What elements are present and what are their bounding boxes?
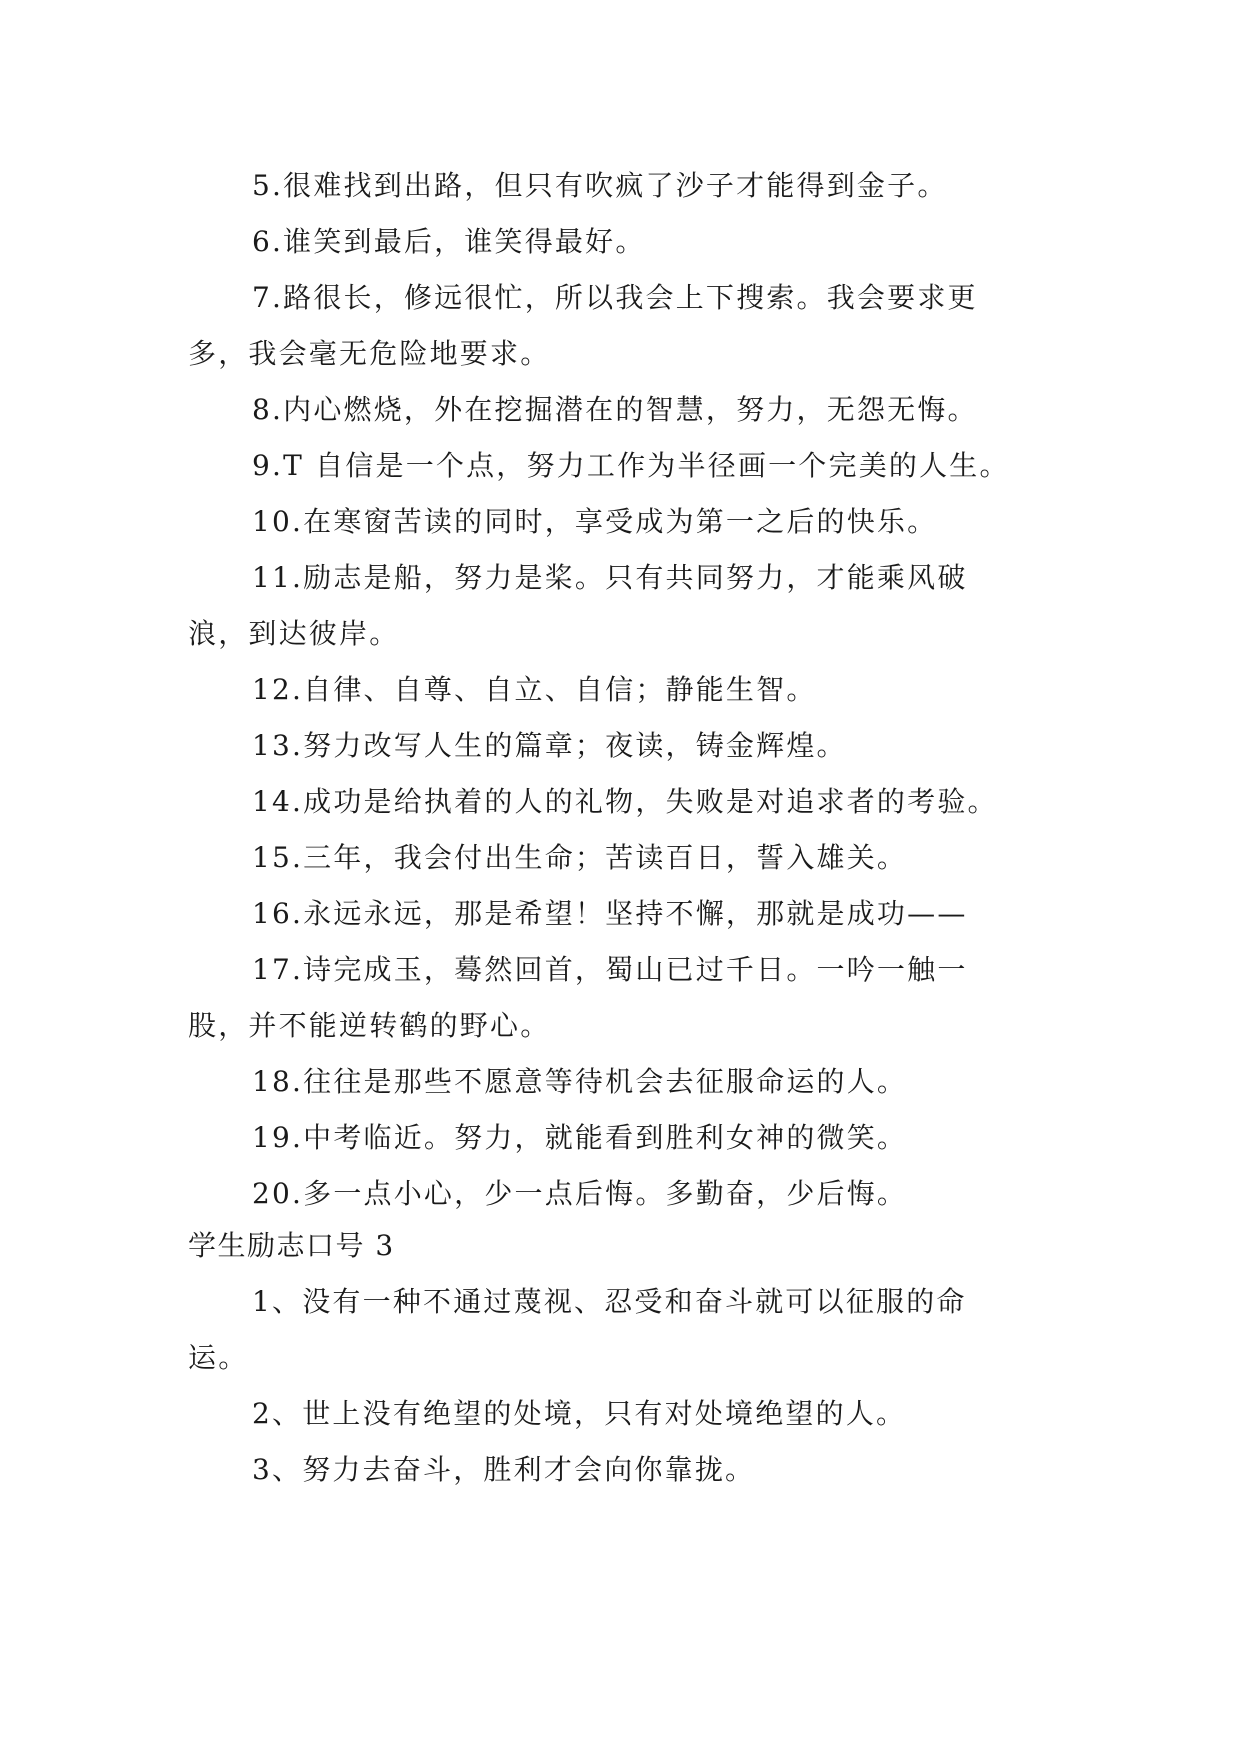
text-line: 12.自律、自尊、自立、自信；静能生智。	[252, 673, 817, 706]
text-line: 浪，到达彼岸。	[188, 617, 400, 650]
text-line: 17.诗完成玉，蓦然回首，蜀山已过千日。一吟一触一	[252, 953, 968, 986]
text-line: 16.永远永远，那是希望！坚持不懈，那就是成功——	[252, 897, 968, 930]
text-line: 20.多一点小心，少一点后悔。多勤奋，少后悔。	[252, 1177, 908, 1210]
text-line: 2、世上没有绝望的处境，只有对处境绝望的人。	[252, 1397, 907, 1430]
text-line: 19.中考临近。努力，就能看到胜利女神的微笑。	[252, 1121, 908, 1154]
text-line: 11.励志是船，努力是桨。只有共同努力，才能乘风破	[252, 561, 968, 594]
text-line: 股，并不能逆转鹤的野心。	[188, 1009, 551, 1042]
text-line: 3、努力去奋斗，胜利才会向你靠拢。	[252, 1453, 756, 1486]
text-line: 13.努力改写人生的篇章；夜读，铸金辉煌。	[252, 729, 847, 762]
text-line: 1、没有一种不通过蔑视、忍受和奋斗就可以征服的命	[252, 1285, 967, 1318]
text-line: 15.三年，我会付出生命；苦读百日，誓入雄关。	[252, 841, 908, 874]
text-line: 6.谁笑到最后，谁笑得最好。	[252, 225, 646, 258]
text-line: 14.成功是给执着的人的礼物，失败是对追求者的考验。	[252, 785, 998, 818]
text-line: 运。	[188, 1341, 249, 1374]
text-line: 多，我会毫无危险地要求。	[188, 337, 551, 370]
text-line: 18.往往是那些不愿意等待机会去征服命运的人。	[252, 1065, 908, 1098]
text-line: 5.很难找到出路，但只有吹疯了沙子才能得到金子。	[252, 169, 948, 202]
text-line: 7.路很长，修远很忙，所以我会上下搜索。我会要求更	[252, 281, 978, 314]
text-line: 8.内心燃烧，外在挖掘潜在的智慧，努力，无怨无悔。	[252, 393, 978, 426]
section-heading: 学生励志口号 3	[188, 1229, 395, 1262]
text-line: 9.T 自信是一个点，努力工作为半径画一个完美的人生。	[252, 449, 1010, 482]
text-line: 10.在寒窗苦读的同时，享受成为第一之后的快乐。	[252, 505, 938, 538]
